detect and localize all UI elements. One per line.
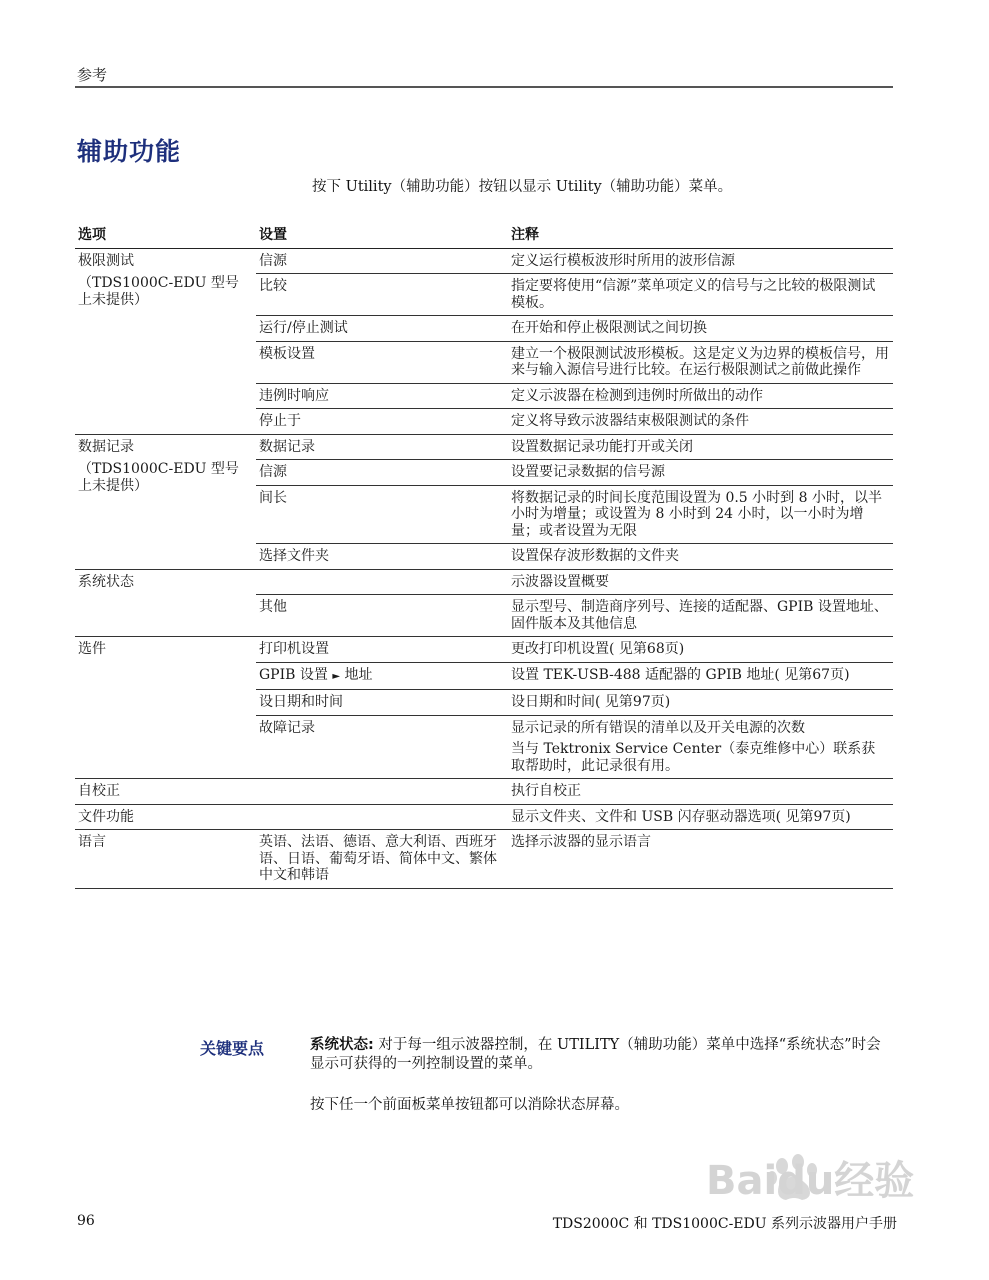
option-cell (75, 248, 256, 434)
comment-text: 显示记录的所有错误的清单以及开关电源的次数 (511, 719, 805, 736)
header-label: 参考 (77, 66, 108, 84)
baidu-watermark-logo (706, 1148, 916, 1208)
option-cell (75, 569, 256, 637)
comment-cell: 设置 TEK-USB-488 适配器的 GPIB 地址( 见第67页) (508, 662, 893, 690)
table-row (75, 434, 893, 460)
comment-cell (508, 715, 893, 779)
setting-cell: 信源 (256, 460, 508, 486)
comment-cell: 建立一个极限测试波形模板。这是定义为边界的模板信号，用来与输入源信号进行比较。在运行极限测试之前做此操作 (508, 341, 893, 383)
page-number: 96 (77, 1213, 95, 1229)
header-divider (75, 86, 893, 88)
comment-cell: 定义示波器在检测到违例时所做出的动作 (508, 383, 893, 409)
table-header-row (75, 222, 893, 248)
table-row (75, 248, 893, 274)
key-point-text-2: 按下任一个前面板菜单按钮都可以消除状态屏幕。 (310, 1097, 629, 1113)
triangle-right-icon: ► (332, 670, 341, 682)
key-point-bold: 系统状态: (310, 1037, 374, 1053)
option-note: （TDS1000C-EDU 型号上未提供） (78, 461, 239, 494)
col-header-setting: 设置 (256, 222, 508, 248)
comment-cell: 指定要将使用“信源”菜单项定义的信号与之比较的极限测试模板。 (508, 274, 893, 316)
comment-cell: 显示文件夹、文件和 USB 闪存驱动器选项( 见第97页) (508, 804, 893, 830)
comment-cell: 设日期和时间( 见第97页) (508, 690, 893, 716)
intro-text: 按下 Utility（辅助功能）按钮以显示 Utility（辅助功能）菜单。 (312, 179, 733, 195)
key-point-label: 关键要点 (200, 1039, 265, 1058)
table-row (75, 830, 893, 889)
comment-cell: 定义运行模板波形时所用的波形信源 (508, 248, 893, 274)
comment-cell: 设置数据记录功能打开或关闭 (508, 434, 893, 460)
table-row (75, 779, 893, 805)
comment-cell: 选择示波器的显示语言 (508, 830, 893, 889)
option-label: 选件 (78, 641, 106, 657)
table-row (75, 637, 893, 663)
setting-cell: 信源 (256, 248, 508, 274)
col-header-comment: 注释 (508, 222, 893, 248)
comment-cell: 设置要记录数据的信号源 (508, 460, 893, 486)
setting-cell: 英语、法语、德语、意大利语、西班牙语、日语、葡萄牙语、简体中文、繁体中文和韩语 (256, 830, 508, 889)
setting-cell (256, 662, 508, 690)
comment-cell: 定义将导致示波器结束极限测试的条件 (508, 409, 893, 435)
comment-cell: 示波器设置概要 (508, 569, 893, 595)
setting-cell: 间长 (256, 485, 508, 544)
key-point-body: 对于每一组示波器控制，在 UTILITY（辅助功能）菜单中选择“系统状态”时会显示可获得的一列控制设置的菜单。 (310, 1037, 881, 1072)
setting-cell: 运行/停止测试 (256, 316, 508, 342)
option-label: 极限测试 (78, 252, 134, 269)
setting-cell (256, 569, 508, 595)
section-title: 辅助功能 (77, 137, 182, 166)
option-cell: 文件功能 (75, 804, 256, 830)
setting-cell: 停止于 (256, 409, 508, 435)
utility-menu-table (75, 222, 893, 889)
setting-cell: 模板设置 (256, 341, 508, 383)
comment-cell: 在开始和停止极限测试之间切换 (508, 316, 893, 342)
comment-cell: 设置保存波形数据的文件夹 (508, 544, 893, 570)
comment-text-2: 当与 Tektronix Service Center（泰克维修中心）联系获取帮助时，此记录很有用。 (511, 741, 876, 774)
setting-cell: 比较 (256, 274, 508, 316)
setting-part-address: 地址 (344, 666, 373, 683)
option-note: （TDS1000C-EDU 型号上未提供） (78, 275, 239, 308)
option-label: 数据记录 (78, 438, 134, 455)
setting-cell: 选择文件夹 (256, 544, 508, 570)
option-cell (75, 434, 256, 569)
watermark-text: Baidu经验 (706, 1158, 915, 1204)
setting-cell: 其他 (256, 595, 508, 637)
comment-cell: 更改打印机设置( 见第68页) (508, 637, 893, 663)
setting-part-gpib: GPIB 设置 (259, 666, 328, 683)
setting-cell (256, 804, 508, 830)
option-cell: 语言 (75, 830, 256, 889)
col-header-option: 选项 (75, 222, 256, 248)
setting-cell (256, 779, 508, 805)
footer-title: TDS2000C 和 TDS1000C-EDU 系列示波器用户手册 (552, 1216, 897, 1232)
setting-cell: 数据记录 (256, 434, 508, 460)
key-point-text (310, 1036, 895, 1074)
table-row (75, 804, 893, 830)
comment-cell: 显示型号、制造商序列号、连接的适配器、GPIB 设置地址、固件版本及其他信息 (508, 595, 893, 637)
setting-cell: 设日期和时间 (256, 690, 508, 716)
setting-cell: 违例时响应 (256, 383, 508, 409)
option-cell: 自校正 (75, 779, 256, 805)
comment-cell: 将数据记录的时间长度范围设置为 0.5 小时到 8 小时，以半小时为增量；或设置为 8 小时到 24 小时，以一小时为增量；或者设置为无限 (508, 485, 893, 544)
option-label: 系统状态 (78, 573, 134, 590)
setting-cell: 打印机设置 (256, 637, 508, 663)
option-cell (75, 637, 256, 779)
comment-cell: 执行自校正 (508, 779, 893, 805)
setting-cell: 故障记录 (256, 715, 508, 779)
table-row (75, 569, 893, 595)
